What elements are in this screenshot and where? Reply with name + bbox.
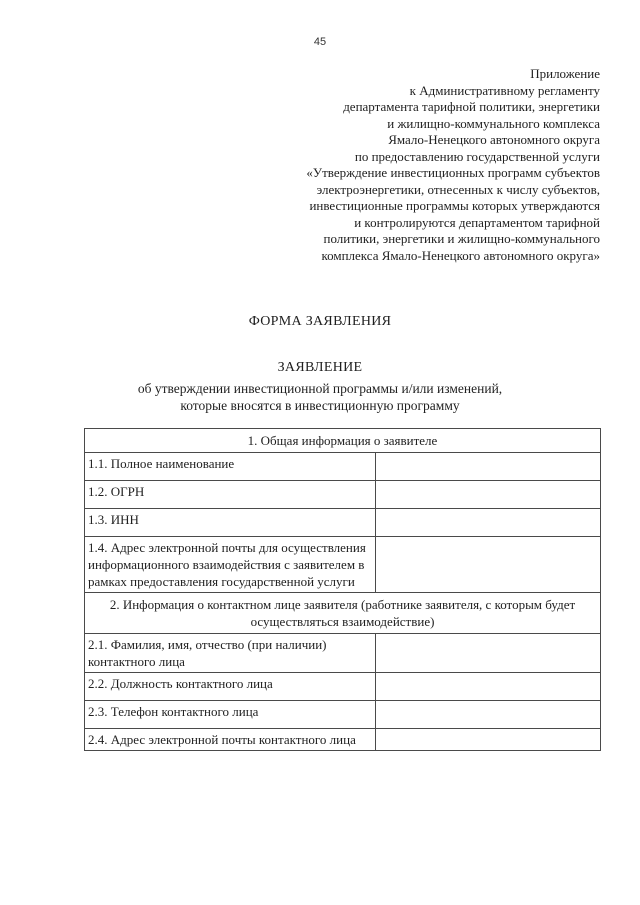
- table-row: [85, 453, 601, 481]
- table-row: [85, 673, 601, 701]
- contact-name-field[interactable]: [376, 634, 601, 673]
- field-label: 2.2. Должность контактного лица: [85, 673, 376, 701]
- appendix-line: политики, энергетики и жилищно-коммунального: [323, 231, 600, 246]
- appendix-line: департамента тарифной политики, энергетики: [343, 99, 600, 114]
- table-row: [85, 701, 601, 729]
- contact-position-field[interactable]: [376, 673, 601, 701]
- document-title: ЗАЯВЛЕНИЕ: [277, 360, 363, 375]
- field-label: 1.1. Полное наименование: [85, 453, 376, 481]
- appendix-block: [180, 66, 600, 264]
- section-2-title: 2. Информация о контактном лице заявителя (работнике заявителя, с которым будет осуществляться взаимодействие): [85, 593, 601, 634]
- appendix-line: электроэнергетики, отнесенных к числу субъектов,: [316, 181, 600, 197]
- section-header-row: [85, 429, 601, 453]
- field-label: 1.4. Адрес электронной почты для осуществления информационного взаимодействия с заявителем в рамках предоставления государственной услуги: [85, 537, 376, 593]
- document-subtitle: [0, 380, 640, 414]
- document-subtitle-line: которые вносятся в инвестиционную программу: [180, 398, 460, 413]
- appendix-line: инвестиционные программы которых утверждаются: [309, 198, 600, 213]
- appendix-line: по предоставлению государственной услуги: [354, 148, 600, 164]
- field-label: 2.4. Адрес электронной почты контактного лица: [85, 729, 376, 751]
- section-1-title: 1. Общая информация о заявителе: [85, 429, 601, 453]
- appendix-line: комплекса Ямало-Ненецкого автономного округа»: [321, 247, 600, 263]
- field-label: 2.1. Фамилия, имя, отчество (при наличии) контактного лица: [85, 634, 376, 673]
- form-title: ФОРМА ЗАЯВЛЕНИЯ: [248, 314, 392, 329]
- field-label: 1.2. ОГРН: [85, 481, 376, 509]
- table-row: [85, 729, 601, 751]
- ogrn-field[interactable]: [376, 481, 601, 509]
- appendix-line: «Утверждение инвестиционных программ субъектов: [306, 165, 600, 180]
- appendix-line: к Административному регламенту: [409, 82, 600, 98]
- inn-field[interactable]: [376, 509, 601, 537]
- appendix-line: Приложение: [530, 66, 600, 81]
- full-name-field[interactable]: [376, 453, 601, 481]
- section-header-row: [85, 593, 601, 634]
- table-row: [85, 537, 601, 593]
- appendix-line: и контролируются департаментом тарифной: [354, 214, 600, 230]
- document-subtitle-line: об утверждении инвестиционной программы и/или изменений,: [137, 381, 503, 396]
- application-form-table: [84, 428, 601, 751]
- contact-email-field[interactable]: [376, 729, 601, 751]
- table-row: [85, 509, 601, 537]
- contact-phone-field[interactable]: [376, 701, 601, 729]
- email-field[interactable]: [376, 537, 601, 593]
- appendix-line: и жилищно-коммунального комплекса: [387, 115, 600, 131]
- table-row: [85, 481, 601, 509]
- appendix-line: Ямало-Ненецкого автономного округа: [388, 132, 600, 147]
- table-row: [85, 634, 601, 673]
- field-label: 1.3. ИНН: [85, 509, 376, 537]
- page-number: 45: [313, 36, 327, 48]
- field-label: 2.3. Телефон контактного лица: [85, 701, 376, 729]
